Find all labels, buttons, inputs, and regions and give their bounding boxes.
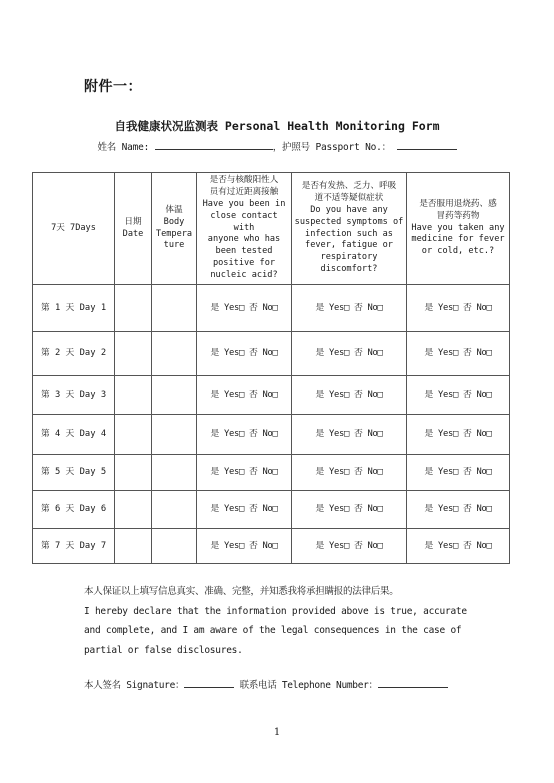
header-days: 7天 7Days: [33, 173, 115, 285]
symptoms-choice[interactable]: 是 Yes□ 否 No□: [292, 376, 407, 415]
attachment-label: 附件一：: [84, 79, 142, 95]
temperature-cell[interactable]: [152, 332, 197, 376]
table-row: [33, 415, 510, 455]
header-symptoms: 是否有发热、乏力、呼吸 道不适等疑似症状 Do you have any suspected symptoms of infection such as fever, fatigue or respiratory discomfort?: [292, 173, 407, 285]
table-row: [33, 332, 510, 376]
name-field[interactable]: [155, 140, 273, 150]
declaration: [84, 582, 484, 660]
signature-label: 本人签名 Signature：: [84, 680, 185, 691]
symptoms-choice[interactable]: 是 Yes□ 否 No□: [292, 415, 407, 455]
temperature-cell[interactable]: [152, 529, 197, 564]
declaration-cn: 本人保证以上填写信息真实、准确、完整，并知悉我将承担瞒报的法律后果。: [84, 586, 399, 597]
day-cell: 第 5 天 Day 5: [33, 455, 115, 491]
telephone-label: 联系电话 Telephone Number：: [239, 680, 378, 691]
symptoms-choice[interactable]: 是 Yes□ 否 No□: [292, 285, 407, 332]
temperature-cell[interactable]: [152, 376, 197, 415]
day-cell: 第 6 天 Day 6: [33, 491, 115, 529]
header-medicine: 是否服用退烧药、感 冒药等药物 Have you taken any medicine for fever or cold, etc.?: [407, 173, 510, 285]
contact-choice[interactable]: 是 Yes□ 否 No□: [197, 376, 292, 415]
header-date: 日期 Date: [115, 173, 152, 285]
page-number: 1: [273, 727, 281, 738]
contact-choice[interactable]: 是 Yes□ 否 No□: [197, 491, 292, 529]
contact-choice[interactable]: 是 Yes□ 否 No□: [197, 415, 292, 455]
day-cell: 第 1 天 Day 1: [33, 285, 115, 332]
table-header-row: [33, 173, 510, 285]
temperature-cell[interactable]: [152, 285, 197, 332]
name-passport-line: [0, 139, 554, 153]
medicine-choice[interactable]: 是 Yes□ 否 No□: [407, 529, 510, 564]
passport-label: ，护照号 Passport No.：: [272, 142, 391, 153]
table-row: [33, 376, 510, 415]
contact-choice[interactable]: 是 Yes□ 否 No□: [197, 332, 292, 376]
date-cell[interactable]: [115, 415, 152, 455]
telephone-field[interactable]: [378, 678, 448, 688]
medicine-choice[interactable]: 是 Yes□ 否 No□: [407, 415, 510, 455]
symptoms-choice[interactable]: 是 Yes□ 否 No□: [292, 529, 407, 564]
health-monitoring-table: [32, 172, 510, 564]
table-row: [33, 285, 510, 332]
contact-choice[interactable]: 是 Yes□ 否 No□: [197, 529, 292, 564]
header-close-contact: 是否与核酸阳性人 员有过近距离接触 Have you been in close contact with anyone who has been tested positive for nucleic acid?: [197, 173, 292, 285]
date-cell[interactable]: [115, 455, 152, 491]
day-cell: 第 2 天 Day 2: [33, 332, 115, 376]
medicine-choice[interactable]: 是 Yes□ 否 No□: [407, 285, 510, 332]
symptoms-choice[interactable]: 是 Yes□ 否 No□: [292, 332, 407, 376]
date-cell[interactable]: [115, 332, 152, 376]
table-row: [33, 455, 510, 491]
medicine-choice[interactable]: 是 Yes□ 否 No□: [407, 332, 510, 376]
table-row: [33, 529, 510, 564]
form-title-cn: 自我健康状况监测表: [114, 119, 218, 133]
signature-field[interactable]: [184, 678, 234, 688]
declaration-en: I hereby declare that the information provided above is true, accurate and complete, and I am aware of the legal consequences in the case of partial or false disclosures.: [84, 605, 467, 656]
day-cell: 第 4 天 Day 4: [33, 415, 115, 455]
form-title: [0, 118, 554, 134]
medicine-choice[interactable]: 是 Yes□ 否 No□: [407, 491, 510, 529]
day-cell: 第 3 天 Day 3: [33, 376, 115, 415]
symptoms-choice[interactable]: 是 Yes□ 否 No□: [292, 491, 407, 529]
passport-field[interactable]: [397, 140, 457, 150]
form-title-en: Personal Health Monitoring Form: [224, 119, 440, 133]
temperature-cell[interactable]: [152, 415, 197, 455]
date-cell[interactable]: [115, 529, 152, 564]
medicine-choice[interactable]: 是 Yes□ 否 No□: [407, 455, 510, 491]
date-cell[interactable]: [115, 491, 152, 529]
symptoms-choice[interactable]: 是 Yes□ 否 No□: [292, 455, 407, 491]
header-temperature: 体温 Body Tempera ture: [152, 173, 197, 285]
contact-choice[interactable]: 是 Yes□ 否 No□: [197, 285, 292, 332]
name-label: 姓名 Name:: [97, 142, 150, 153]
medicine-choice[interactable]: 是 Yes□ 否 No□: [407, 376, 510, 415]
table-row: [33, 491, 510, 529]
temperature-cell[interactable]: [152, 455, 197, 491]
temperature-cell[interactable]: [152, 491, 197, 529]
signature-line: [84, 677, 524, 691]
day-cell: 第 7 天 Day 7: [33, 529, 115, 564]
contact-choice[interactable]: 是 Yes□ 否 No□: [197, 455, 292, 491]
date-cell[interactable]: [115, 285, 152, 332]
date-cell[interactable]: [115, 376, 152, 415]
